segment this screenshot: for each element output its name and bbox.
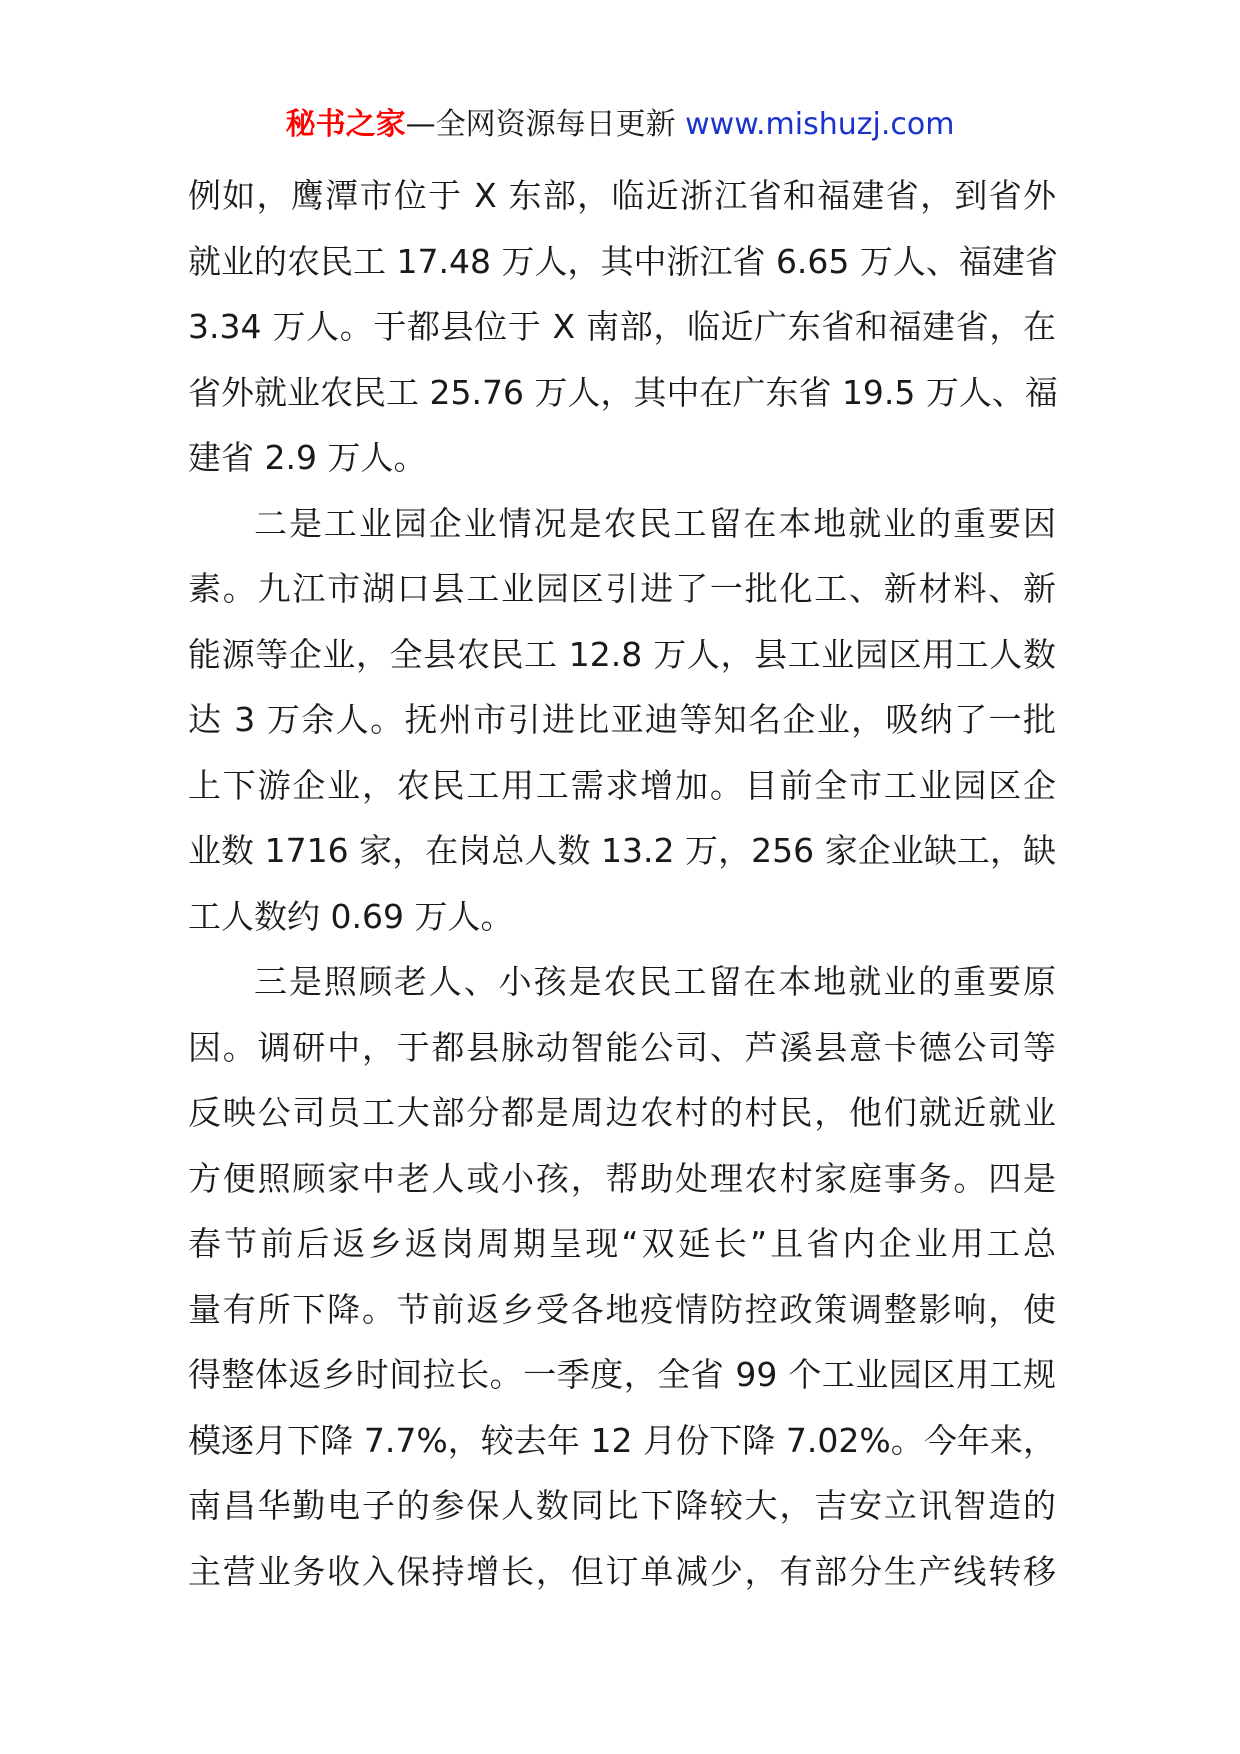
- text-line: 就业的农民工 17.48 万人，其中浙江省 6.65 万人、福建省: [188, 241, 1058, 281]
- text-line: 素。九江市湖口县工业园区引进了一批化工、新材料、新: [188, 569, 1056, 608]
- text-line: 得整体返乡时间拉长。一季度，全省 99 个工业园区用工规: [188, 1355, 1056, 1394]
- text-line: 方便照顾家中老人或小孩，帮助处理农村家庭事务。四是: [188, 1158, 1056, 1198]
- page-header: [0, 103, 1240, 147]
- text-line: 春节前后返乡返岗周期呈现“双延长”且省内企业用工总: [188, 1224, 1056, 1263]
- paragraph: [188, 949, 1056, 1604]
- text-line: 能源等企业，全县农民工 12.8 万人，县工业园区用工人数: [188, 634, 1056, 674]
- text-line: 3.34 万人。于都县位于 X 南部，临近广东省和福建省，在: [188, 307, 1056, 346]
- text-line: 三是照顾老人、小孩是农民工留在本地就业的重要原: [254, 962, 1056, 1001]
- site-url[interactable]: www.mishuzj.com: [685, 107, 955, 142]
- text-line: 达 3 万余人。抚州市引进比亚迪等知名企业，吸纳了一批: [188, 700, 1056, 739]
- site-tagline: —全网资源每日更新: [405, 107, 686, 142]
- text-line: 因。调研中，于都县脉动智能公司、芦溪县意卡德公司等: [188, 1027, 1056, 1067]
- text-line: 业数 1716 家，在岗总人数 13.2 万，256 家企业缺工，缺: [188, 831, 1056, 870]
- text-line: 建省 2.9 万人。: [188, 438, 427, 477]
- site-brand: 秘书之家: [285, 107, 406, 142]
- text-line: 量有所下降。节前返乡受各地疫情防控政策调整影响，使: [188, 1289, 1056, 1329]
- text-line: 省外就业农民工 25.76 万人，其中在广东省 19.5 万人、福: [188, 372, 1058, 412]
- text-line: 主营业务收入保持增长，但订单减少，有部分生产线转移: [188, 1551, 1056, 1591]
- text-line: 例如，鹰潭市位于 X 东部，临近浙江省和福建省，到省外: [188, 176, 1056, 215]
- text-line: 反映公司员工大部分都是周边农村的村民，他们就近就业: [188, 1093, 1056, 1132]
- text-line: 南昌华勤电子的参保人数同比下降较大，吉安立讯智造的: [188, 1486, 1056, 1525]
- text-line: 上下游企业，农民工用工需求增加。目前全市工业园区企: [188, 765, 1056, 805]
- text-line: 工人数约 0.69 万人。: [188, 896, 514, 936]
- document-body: [188, 163, 1056, 1604]
- text-line: 模逐月下降 7.7%，较去年 12 月份下降 7.02%。今年来，: [188, 1420, 1056, 1460]
- paragraph: [188, 491, 1056, 950]
- paragraph: [188, 163, 1056, 491]
- text-line: 二是工业园企业情况是农民工留在本地就业的重要因: [254, 503, 1056, 543]
